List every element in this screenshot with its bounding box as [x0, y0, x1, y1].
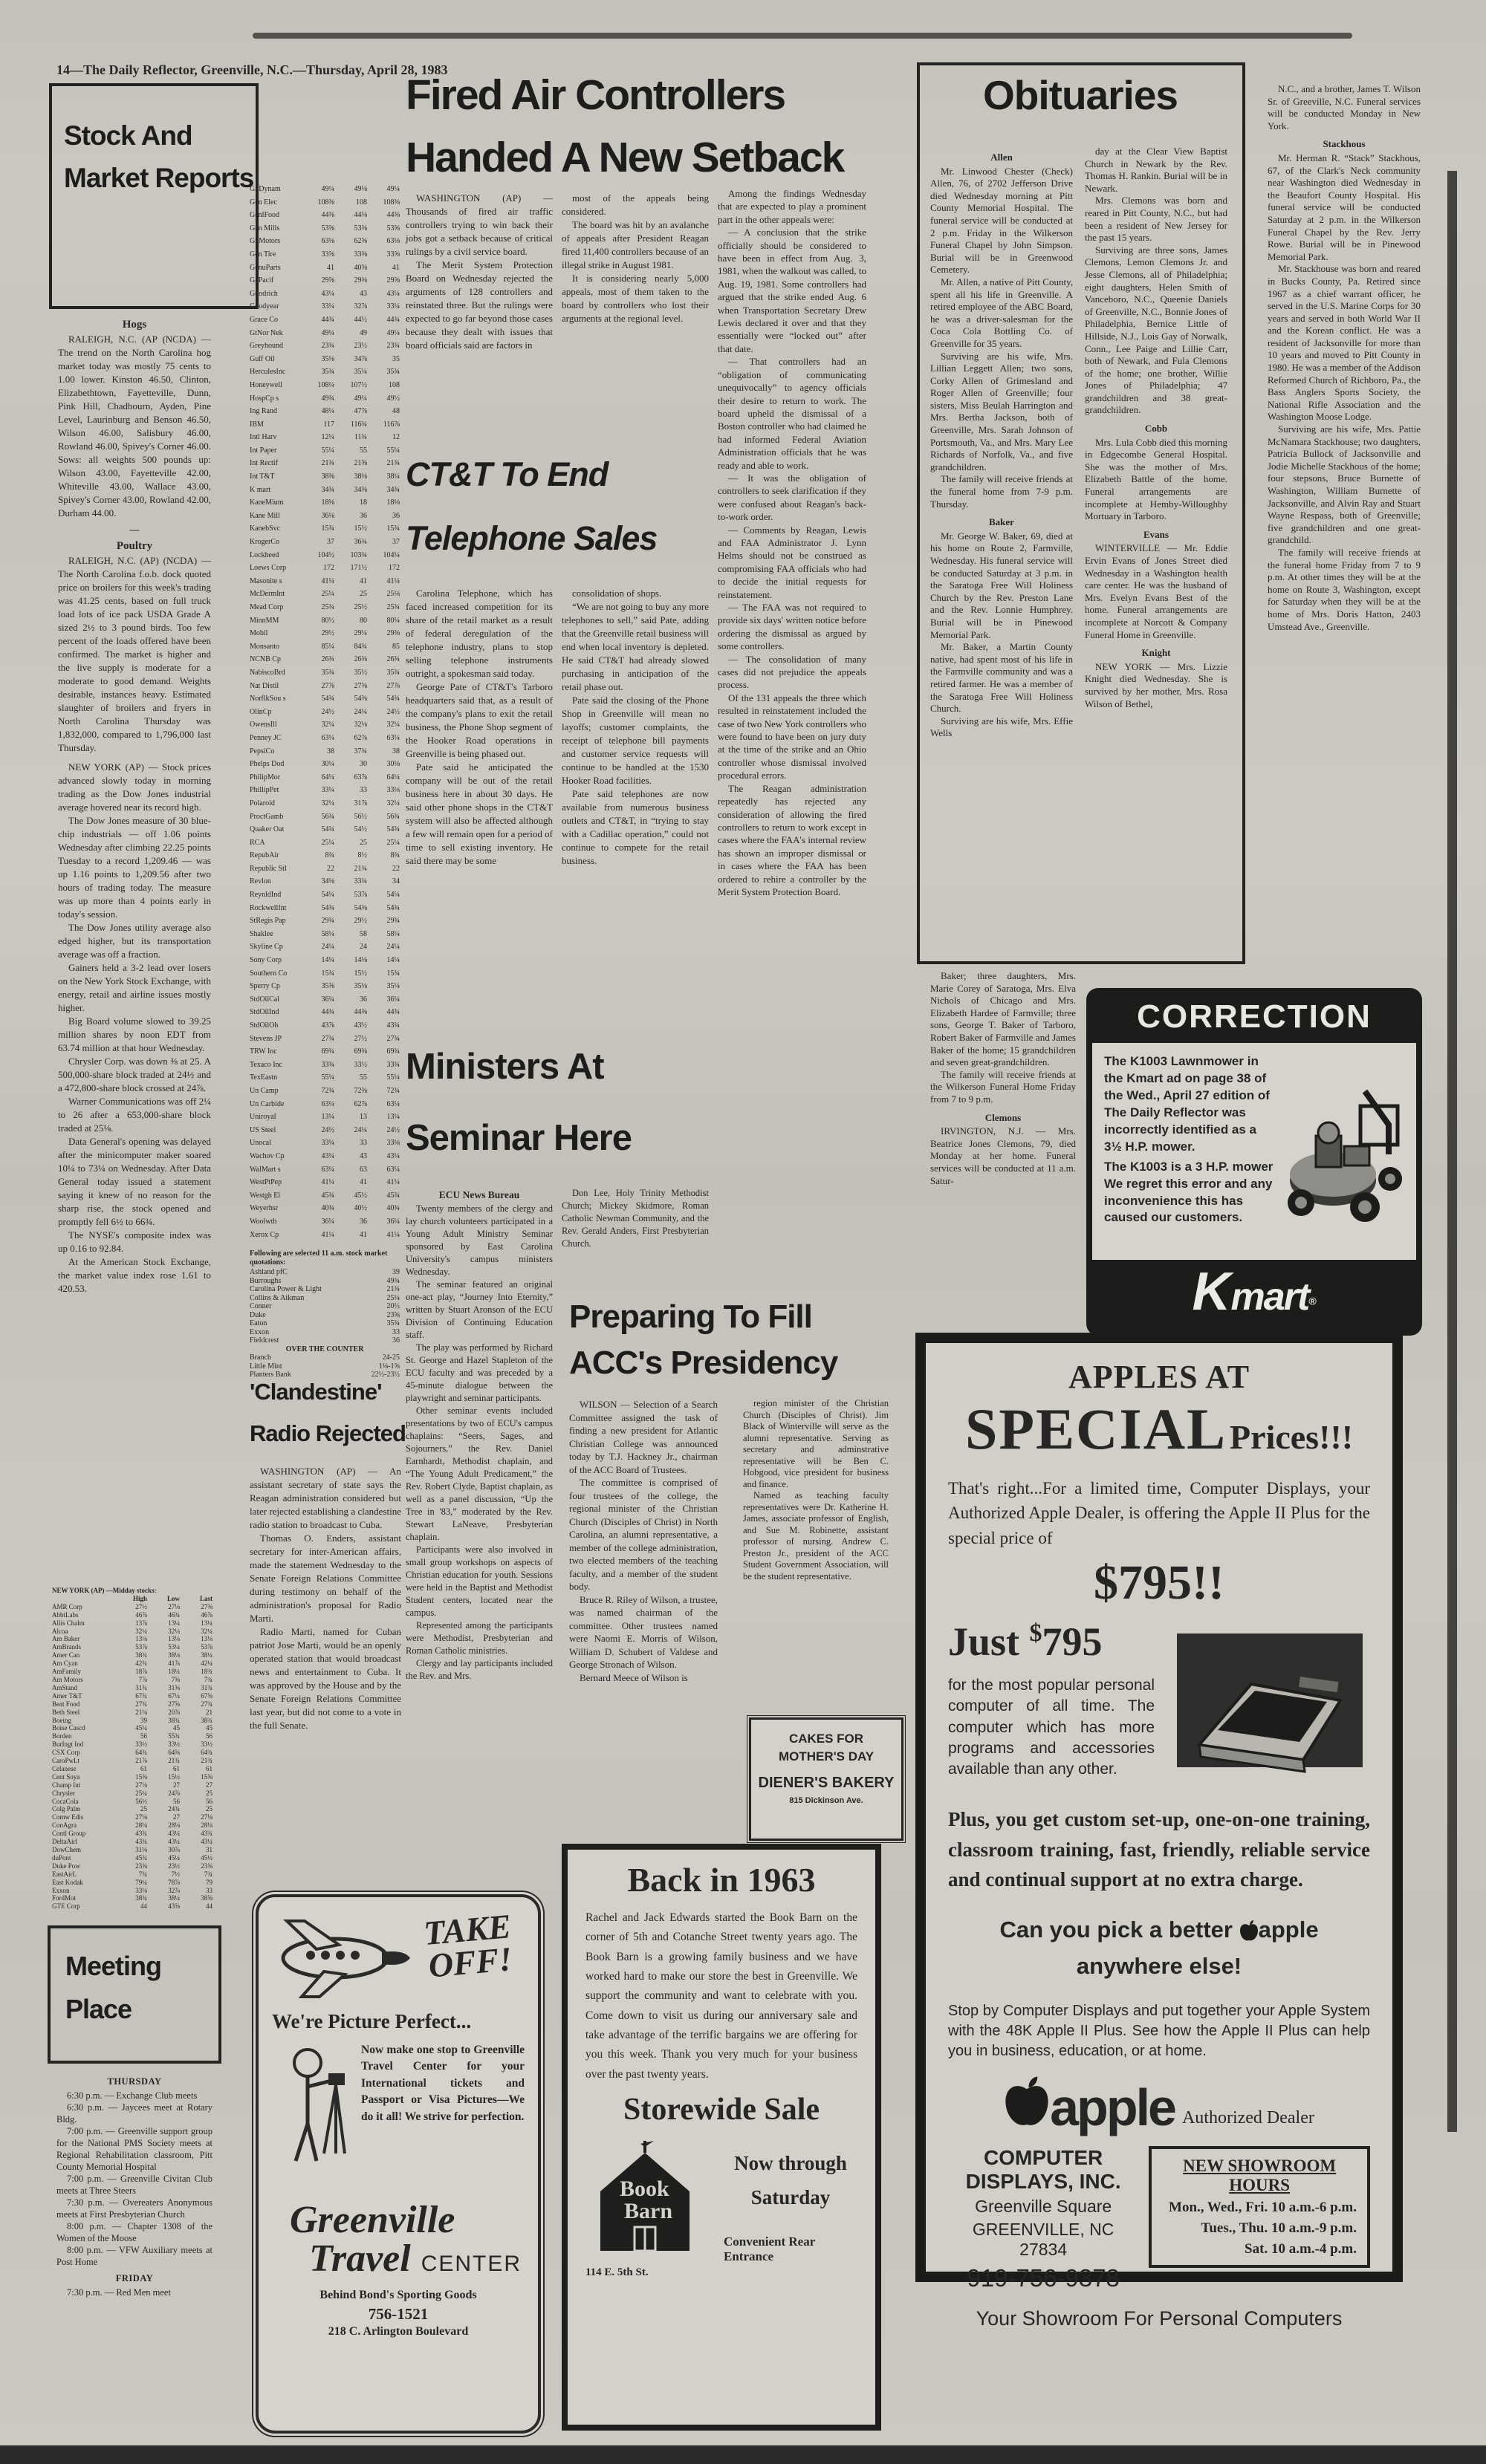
otc-rows: Branch 24-25 Little Mint 1⅛-1⅝ Planters Bank 22½-23½	[250, 1353, 400, 1379]
kmart-correction-text: The K1003 Lawnmower in the Kmart ad on page 38 of the Wed., April 27 edition of The Daily Reflector was incorrectly identified as a 3½ H.P. mower. The K1003 is a 3 H.P. mower We regret this error and any inconvenience this has caused our customers.	[1104, 1054, 1274, 1225]
apple-ad-h1: APPLES AT	[1068, 1359, 1250, 1395]
fired-controllers-headline: Fired Air Controllers Handed A New Setback	[406, 71, 844, 181]
kmart-correction-ad	[1086, 988, 1422, 1336]
fired-controllers-col1: WASHINGTON (AP) — Thousands of fired air traffic controllers trying to win back their jobs got a setback because of critical rulings by a civil service board. The Merit System Protection Board on Wednesday rejected the arguments of 128 controllers and reinstated three. But the rulings were expected to go far beyond those cases because they dealt with issues that board officials said are factors in	[406, 192, 553, 351]
travel-name-greenville: Greenville	[290, 2199, 455, 2241]
company-name: COMPUTER DISPLAYS, INC.	[965, 2145, 1121, 2193]
company-address2: GREENVILLE, NC 27834	[972, 2219, 1114, 2259]
apple-logo-word: apple	[1050, 2078, 1175, 2136]
apple-ad-special: SPECIAL	[964, 1397, 1227, 1461]
obituaries-col-b: day at the Clear View Baptist Church in Newark by the Rev. Thomas H. Rankin. Burial will be in Newark. Mrs. Clemons was born and reared in Pitt County, N.C., but had been a resident of New Jersey for the past 15 years. Surviving are three sons, James Clemons, Lemon Clemons Jr. and Jesse Clemons, all of Philadelphia; eight daughters, Helen Smith of Vanceboro, N.C., Queenie Daniels of Greenville, N.C., Bonnie Jones of Philadelphia, Bernice Little of Hillside, N.J., Lois Gay of Norwalk, Conn., Lee Paige and Lillie Carr, both of Newark, and Fula Clemons of the home; one brother, Willie Jones of Philadelphia; 47 grandchildren and 38 great-grandchildren. Cobb Mrs. Lula Cobb died this morning in Edgecombe General Hospital. She was the mother of Mrs. Elizabeth Battle of the home. Funeral arrangements are incomplete at Hemby-Willoughby Mortuary in Tarboro. Evans WINTERVILLE — Mr. Eddie Ervin Evans of Jones Street died Wednesday in a Washington health care center. He was the husband of Mrs. Evelyn Evans Best of the home. Funeral arrangements are incomplete at Norcott & Company Funeral Home in Greenville. Knight NEW YORK — Mrs. Lizzie Knight died Wednesday. She is survived by her mother, Mrs. Rosa Wilson of Bethel,	[1085, 146, 1227, 709]
hours-line1: Mon., Wed., Fri. 10 a.m.-6 p.m.	[1169, 2199, 1357, 2215]
otc-header: OVER THE COUNTER	[285, 1345, 364, 1353]
obituaries-col-a: Allen Mr. Linwood Chester (Check) Allen, 76, of 2702 Jefferson Drive died Wednesday morning at Pitt County Memorial Hospital. The funeral service will be conducted at 2 p.m. Friday in the Wilkerson Funeral Chapel by John Simpson. Burial will be in Greenwood Cemetery. Mr. Allen, a native of Pitt County, spent all his life in Greenville. A retired employee of the ABC Board, he was a driver-salesman for the Coca Cola Bottling Co. of Greenville for 35 years. Surviving are his wife, Mrs. Lillian Leggett Allen; two sons, Corky Allen of Grimesland and Roger Allen of Greenville; four sisters, Miss Beulah Harrington and Mrs. Bertha Jackson, both of Greenville, Mrs. Sarah Johnson of Portsmouth, Va., and Mrs. Mary Lee Richards of Norfolk, Va., and five grandchildren. The family will receive friends at the funeral home from 7-9 p.m. Thursday. Baker Mr. George W. Baker, 69, died at his home on Route 2, Farmville, Wednesday. His funeral service will be conducted Saturday at 3 p.m. in the Saratoga Free Will Holiness Church by the Rev. Preston Lane and the Rev. Lonnie Humphrey. Burial will be in Pinewood Memorial Park. Mr. Baker, a Martin County native, had spent most of his life in the Farmville community and was a retired farmer. He was a member of the Saratoga Free Will Holiness Church. Surviving are his wife, Mrs. Effie Wells	[930, 152, 1073, 739]
apple-ad-tagline: Your Showroom For Personal Computers	[976, 2307, 1343, 2330]
apple-ad-left-col	[948, 1619, 1155, 1790]
bakery-line2: MOTHER'S DAY	[778, 1749, 875, 1764]
meeting-place-listings: THURSDAY 6:30 p.m. — Exchange Club meets 6:30 p.m. — Jaycees meet at Rotary Bldg. 7:00 p.m. — Greenville support group for the National PMS Society meets at Regional Rehabilitation classroom, Pitt County Memorial Hospital 7:00 p.m. — Greenville Civitan Club meets at Three Steers 7:30 p.m. — Overeaters Anonymous meets at First Presbyterian Church 8:00 p.m. — Chapter 1308 of the Women of the Moose 8:00 p.m. — VFW Auxiliary meets at Post Home FRIDAY 7:30 p.m. — Red Men meet	[56, 2076, 212, 2298]
obituaries-col-right: N.C., and a brother, James T. Wilson Sr. of Greeville, N.C. Funeral services will be conducted Monday in New York. Stackhous Mr. Herman R. “Stack” Stackhous, 67, of the Clark's Neck community near Washington died Wednesday in the Beaufort County Hospital. His funeral service will be conducted Saturday at 2 p.m. in the Wilkerson Funeral Chapel by the Rev. Jerry Rowe. Burial will be in Pinewood Memorial Park. Mr. Stackhouse was born and reared in Bucks County, Pa. Retired since 1967 as a chief warrant officer, he served in the U.S. Marine Corps for 30 years and served in both World War II and the Korean conflict. He was a resident of Jacksonville for more than 10 years and moved to Pitt County in 1980. He was a member of the Addison Reformed Church of Richboro, Pa., the Bass Anglers Sports Society, the National Rifle Association and the Washington Moose Lodge. Surviving are his wife, Mrs. Pattie McNamara Stackhouse; two daughters, Patricia Bullock of Jacksonville and Jodie Michelle Stackhous of the home; four stepsons, Bruce Burnette of Washington, William Burnette of Jacksonville, and Alvin Ray and Stuart Wayne Respass, both of Greenville; five grandchildren and one great-grandchild. The family will receive friends at the funeral home Friday from 7 to 9 p.m. At other times they will be at the home on Route 3, Washington, except for Saturday when they will be at the home of Mrs. Doris Hatton, 2403 Umstead Ave., Greenville.	[1268, 83, 1421, 632]
hogs-heading: Hogs	[122, 319, 147, 331]
bookbarn-ad	[562, 1844, 881, 2431]
scan-artifact-rightbar	[1447, 171, 1457, 2132]
takeoff-headline: TAKE OFF!	[422, 1907, 514, 1985]
ministers-col1-text: Twenty members of the clergy and lay church volunteers participated in a Young Adult Ministry Seminar sponsored by East Carolina University's campus ministers Wednesday. The seminar featured an original one-act play, “Journey Into Eternity,” written by Stuart Aronson of the ECU Division of Continuing Education staff. The play was performed by Richard St. George and Hazel Stapleton of the ECU faculty and was preceded by a 45-minute dialogue between the playwright and seminar participants. Other seminar events included presentations by two of ECU's campus chaplains: “Seers, Sages, and Sojourners,” the Rev. Daniel Earnhardt, Methodist chaplain, and “The Young Adult Predicament,” the Rev. Robert Clyde, Baptist chaplain, as well as a panel discussion, “Up the Tree in '83,” moderated by the Rev. Stewart LaNeave, Presbyterian chaplain. Participants were also involved in small group workshops on aspects of Christian education for youth. Sessions were held in the Baptist and Methodist Student centers, located near the campus. Represented among the participants were Methodist, Presbyterian and Roman Catholic ministries. Clergy and lay participants included the Rev. and Mrs.	[406, 1203, 553, 1681]
ministers-col2: Don Lee, Holy Trinity Methodist Church; Mickey Skidmore, Roman Catholic Newman Community, and the Rev. Gerald Anders, First Presbyterian Church.	[562, 1188, 709, 1249]
ministers-byline: ECU News Bureau	[438, 1189, 520, 1200]
apple-logo-icon-large	[1004, 2075, 1050, 2128]
company-address1: Greenville Square	[975, 2196, 1112, 2216]
travel-address: 218 C. Arlington Boulevard	[328, 2325, 469, 2338]
kmart-logo: Kmart®	[1092, 1260, 1416, 1330]
selected-quotes-block	[250, 1249, 400, 1379]
apple-ad-stop: Stop by Computer Displays and put together your Apple System with the 48K Apple II Plus. See how the Apple II Plus can help you in business, education, or at home.	[948, 2002, 1370, 2059]
travel-name-travel: Travel	[309, 2237, 411, 2280]
ctt-col2: consolidation of shops. “We are not going to buy any more telephones to sell,” said Pate, adding that the Greenville retail business will end when local inventory is depleted. He said CT&T had already slowed purchasing in anticipation of the retail phase out. Pate said the closing of the Phone Shop in Greenville will mean no layoffs; customer complaints, the receipt of telephone bill payments and customer service requests will continue to be handled at the 1530 Hooker Road facilities. Pate said telephones are now available from numerous business outlets and CT&T, in “trying to stay with a Cadillac operation,” could not continue to compete for the retail business.	[562, 588, 709, 866]
fired-controllers-col2: most of the appeals being considered. The board was hit by an avalanche of appeals after President Reagan fired 11,400 controllers because of an illegal strike in August 1981. It is considering nearly 5,000 appeals, most of them taken to the board by controllers who lost their arguments at the regional level.	[562, 192, 709, 324]
obituaries-col-a-continued: Baker; three daughters, Mrs. Marie Corey of Saratoga, Mrs. Elva Nichols of Chicago and Mrs. Elizabeth Hardee of Farmville; three sons, George T. Baker of Tarboro, Robert Baker of Farmville and James Baker of the home; 15 grandchildren and seven great-grandchildren. The family will receive friends at the Wilkerson Funeral Home Friday from 7 to 9 p.m. Clemons IRVINGTON, N.J. — Mrs. Beatrice Jones Clemons, 79, died Monday at her home. Funeral services will be conducted at 11 a.m. Satur-	[930, 970, 1076, 1186]
apple-ad-plus: Plus, you get custom set-up, one-on-one training, classroom training, fast, friendly, reliable service and continual support at no extra charge.	[948, 1808, 1370, 1891]
poultry-text: RALEIGH, N.C. (AP) (NCDA) — The North Carolina f.o.b. dock quoted price on broilers for this week's trading was 41.25 cents, based on full truck load lots of ice pack USDA Grade A sized 2½ to 3 pound birds. Too few percent of the loads offered have been confirmed. The market is higher and the live supply is moderate for a moderate to good demand. Weights desirable, instances heavy. Estimated slaughter of broilers and fryers in North Carolina Thursday was 1,832,000, compared to 1,796,000 last Thursday.	[58, 555, 211, 753]
company-phone: 919-756-9378	[967, 2263, 1120, 2292]
stock-report-title: Stock And Market Reports	[64, 120, 254, 194]
midday-stocks-header: NEW YORK (AP) —Midday stocks:	[52, 1587, 157, 1594]
svg-text:Barn: Barn	[624, 2199, 673, 2224]
market-report-column	[58, 316, 211, 1584]
svg-text:Book: Book	[620, 2177, 669, 2202]
poultry-heading: Poultry	[116, 540, 153, 552]
airplane-icon	[272, 1906, 413, 2003]
section-divider: —	[129, 524, 140, 535]
apple-ad-h2	[948, 1396, 1370, 1463]
acc-col2: region minister of the Christian Church (Disciples of Christ). Jim Black of Winterville will serve as the alumni representative. Serving as secretary and adminstrative representative will be Ben C. Hobgood, vice president for business and finance. Named as teaching faculty representatives were Dr. Katherine H. James, associate professor of English, and Sue M. Robinette, assistant professor of nursing. Andrew C. Preston Jr., president of the ACC Student Government Association, will be the student representative.	[743, 1398, 889, 1582]
travel-phone: 756-1521	[368, 2305, 429, 2323]
hours-line3: Sat. 10 a.m.-4 p.m.	[1245, 2240, 1357, 2257]
apple-ad-desc: for the most popular personal computer of all time. The computer which has more programs and accessories available than any other.	[948, 1677, 1155, 1778]
ministers-col1	[406, 1187, 553, 1879]
hogs-text: RALEIGH, N.C. (AP (NCDA) — The trend on the North Carolina hog market today was mostly 75 cents to 1.00 lower. Kinston 46.50, Clinton, Elizabethtown, Fayetteville, Dunn, Pink Hill, Chadbourn, Ayden, Pine Level, Laurinburg and Benson 46.50, Wilson 46.00, Salisbury 46.00, Rowland 46.00, Spivey's Corner 46.00. Sows: all weights 500 pounds up: Wilson 43.00, Fayetteville 42.00, Whiteville 43.00, Wallace 43.00, Spivey's Corner 43.00, Rowland 42.00, Durham 44.00.	[58, 334, 211, 519]
apple-logo-icon	[1239, 1919, 1259, 1942]
acc-headline: Preparing To Fill ACC's Presidency	[569, 1298, 838, 1381]
fired-controllers-col3: Among the findings Wednesday that are expected to play a prominent part in the other appeals were: — A conclusion that the strike officially should be considered to have been in effect from Aug. 3, 1981, when the walkout was called, to Aug. 19, 1981. Some controllers had argued that the strike ended Aug. 6 when Transportation Secretary Drew Lewis declared it over and that they essentially were “locked out” after that date. — That controllers had an “obligation of communicating unequivocally” to agency officials their desire to return to work. The board upheld the dismissal of a Boston controller who had claimed he had informed Federal Aviation Administration officials that he was ready and able to work. — It was the obligation of controllers to seek clarification if they were confused about Reagan's back-to-work order. — Comments by Reagan, Lewis and FAA Administrator J. Lynn Helms should not be construed as compromising FAA officials who had to decide the initial requests for reinstatement. — The FAA was not required to provide six days' written notice before ordering the dismissal as argued by some controllers. — The consolidation of many cases did not prejudice the appeals process. Of the 131 appeals the three which resulted in reinstatement included the case of two New York controllers who were found to have been on jury duty at the time of the strike and an Ohio controller whose dismissal involved procedural errors. The Reagan administration repeatedly has rejected any consideration of allowing the fired controllers to return to work except in cases where the FAA's internal review has shown an improper dismissal or in cases where the FAA has been ordered to rehire a controller by the Merit System Protection Board.	[718, 188, 866, 897]
bookbarn-body: Rachel and Jack Edwards started the Book Barn on the corner of 5th and Cotanche Street twenty years ago. The Book Barn is a growing family business and we have worked hard to make our store the best in Greenville. We support the community and want to celebrate with you. Come down to visit us during our anniversary sale and take advantage of the terrific bargains we are offering for you this week. Thank you very much for your business over the past twenty years.	[585, 1911, 857, 2081]
apple-ii-computer-icon	[1155, 1619, 1370, 1790]
lawnmower-icon	[1277, 1084, 1404, 1225]
kmart-correction-header: CORRECTION	[1092, 994, 1416, 1043]
hours-line2: Tues., Thu. 10 a.m.-9 p.m.	[1201, 2220, 1357, 2236]
apple-ad-pick-line: Can you pick a better apple anywhere else!	[999, 1916, 1319, 1980]
scan-artifact-topline	[253, 33, 1352, 39]
page-header: 14—The Daily Reflector, Greenville, N.C.—Thursday, April 28, 1983	[56, 62, 448, 77]
travel-name-center: CENTER	[421, 2252, 522, 2276]
computer-displays-block	[948, 2146, 1138, 2292]
ctt-headline: CT&T To End Telephone Sales	[406, 455, 658, 557]
selected-quotes-header: Following are selected 11 a.m. stock market quotations:	[250, 1249, 388, 1267]
apple-ad-intro: That's right...For a limited time, Computer Displays, your Authorized Apple Dealer, is offering the Apple II Plus for the special price of	[948, 1479, 1370, 1547]
lawnmower-illustration	[1274, 1053, 1407, 1255]
travel-body-text: Now make one stop to Greenville Travel Center for your International tickets and Passport or Visa Pictures—We do it all! We strive for perfection.	[361, 2044, 525, 2123]
apple-ad	[915, 1333, 1403, 2330]
clandestine-headline: 'Clandestine' Radio Rejected	[250, 1379, 406, 1446]
travel-tagline: We're Picture Perfect...	[272, 2010, 472, 2032]
obituaries-title: Obituaries	[982, 72, 1178, 118]
apple-ad-price: $795!!	[1094, 1556, 1224, 1610]
apple-ad-just-price: Just $795	[948, 1619, 1103, 1665]
stock-report-box	[49, 83, 259, 309]
authorized-dealer-label: Authorized Dealer	[1181, 2107, 1314, 2127]
bakery-name: DIENER'S BAKERY	[758, 1774, 895, 1791]
meeting-place-title: Meeting Place	[65, 1951, 162, 2024]
showroom-hours-box	[1149, 2146, 1370, 2268]
listed-stocks-table: GnDynam 49¼ 49⅛ 49¼ Gen Elec 108⅜ 108 108⅜ GenlFood 44⅜ 44⅛ 44⅜ Gen Mills 53⅝ 53⅜ 53⅝ GnMotors 63⅛ 62⅝ 63⅛ Gen Tire 33⅝ 33⅜ 33⅝ GenuParts 41 40⅝ 41 GaPacif 29⅝ 29⅜ 29⅝ Goodrich 43¼ 43 43¼ Goodyear 33¼ 32⅞ 33¼ Grace Co 44¾ 44½ 44¾ GtNor Nek 49¼ 49 49¼ Greyhound 23¾ 23½ 23¾ Gulf Oil 35⅛ 34⅞ 35 HerculesInc 35¾ 35¼ 35¾ Honeywell 108¼ 107½ 108 HospCp s 49¾ 49¼ 49½ Ing Rand 48¼ 47⅞ 48 IBM 117 116¾ 116⅞ Intl Harv 12¼ 11¾ 12 Int Paper 55¼ 55 55¼ Int Rectif 21¾ 21⅝ 21¾ Int T&T 38⅜ 38⅛ 38¼ K mart 34¾ 34⅜ 34¾ KaneMium 18⅛ 18 18⅛ Kane Mill 36⅛ 36 36 KanebSvc 15¾ 15½ 15¾ KrogerCo 37 36¾ 37 Lockheed 104½ 103¾ 104¼ Loews Corp 172 171½ 172 Masonite s 41¼ 41 41¼ McDermInt 25¼ 25 25⅛ Mead Corp 25¾ 25½ 25¾ MinnMM 80½ 80 80¼ Mobil 29½ 29¼ 29⅜ Monsanto 85¼ 84¾ 85 NCNB Cp 26¾ 26⅜ 26¾ NabiscoBrd 35¾ 35½ 35¾ Nat Distil 27⅞ 27⅝ 27⅞ NorflkSou s 54¾ 54⅜ 54¾ OlinCp 24½ 24¼ 24½ OwensIll 32¼ 32⅛ 32¼ Penney JC 63¼ 62⅞ 63¼ PepsiCo 38 37¾ 38 Phelps Dod 30¼ 30 30⅛ PhilipMor 64¼ 63⅞ 64¼ PhillipPet 33¼ 33 33⅛ Polaroid 32¼ 31⅞ 32¼ ProctGamb 56¾ 56½ 56¾ Quaker Oat 54¾ 54½ 54¾ RCA 25¼ 25 25¼ RepubAir 8¾ 8½ 8¾ Republic Stl 22 21¾ 22 Revlon 34⅛ 33¾ 34 ReynldInd 54¼ 53⅞ 54¼ RockwellInt 54¾ 54⅜ 54¾ StRegis Pap 29¾ 29½ 29¾ Shaklee 58¼ 58 58¼ Skyline Cp 24¼ 24 24¼ Sony Corp 14¼ 14⅛ 14¼ Southern Co 15¾ 15½ 15¾ Sperry Cp 35⅜ 35⅛ 35¼ StdOilCal 36¼ 36 36¼ StdOilInd 44¾ 44⅜ 44¾ StdOilOh 43⅞ 43½ 43¾ Stevens JP 27¾ 27½ 27¾ TRW Inc 69¾ 69⅜ 69¾ Texaco Inc 33¾ 33½ 33¾ TexEastn 55¼ 55 55¼ Un Camp 72¾ 72⅜ 72¾ Un Carbide 63¼ 62⅞ 63¼ Uniroyal 13¼ 13 13¼ US Steel 24½ 24¼ 24½ Unocal 33¼ 33 33⅛ Wachov Cp 43¼ 43 43¼ WalMart s 63¼ 63 63¼ WestPtPep 41¼ 41 41¼ Westgh El 45¾ 45½ 45¾ Weyerhsr 40¾ 40½ 40¾ Woolwth 36¼ 36 36¼ Xerox Cp 41¼ 41 41¼	[250, 185, 400, 1239]
bookbarn-address: 114 E. 5th St.	[585, 2266, 649, 2279]
bakery-address: 815 Dickinson Ave.	[789, 1795, 863, 1805]
bookbarn-logo	[585, 2139, 704, 2279]
bakery-line1: CAKES FOR	[788, 1732, 864, 1746]
bookbarn-title: Back in 1963	[627, 1861, 816, 1899]
apple-ii-illustration	[1155, 1619, 1370, 1790]
clandestine-body: WASHINGTON (AP) — An assistant secretary of state says the Reagan administration considered but later rejected establishing a clandestine radio station to broadcast to Cuba. Thomas O. Enders, assistant secretary for inter-American affairs, made the statement Wednesday to the Senate Foreign Relations Committee during testimony on behalf of the administration's proposal for Radio Marti. Radio Marti, named for Cuban patriot Jose Marti, would be an openly operated station that would broadcast news and entertainment to Cuba. It was approved by the House and by the Senate Foreign Relations Committee last year, but did not come to a vote in the full Senate.	[250, 1466, 401, 1731]
bakery-ad	[749, 1717, 903, 1841]
apple-ad-prices: Prices!!!	[1230, 1418, 1354, 1456]
bookbarn-rear-entrance: Convenient Rear Entrance	[724, 2234, 815, 2263]
midday-stocks-rows: AMR Corp 27½ 27⅛ 27⅜ AbbtLabs 46⅞ 46¾ 46⅞ Allis Chalm 13⅞ 13¼ 13¼ Alcoa 32¼ 32⅛ 32¼ Am Baker 13⅛ 13⅛ 13⅛ AmBrands 53⅞ 53¼ 53⅞ Amer Can 38¾ 38⅛ 38¼ Am Cyan 42¾ 41⅞ 42¼ AmFamily 18⅞ 18¼ 18¾ Am Motors 7⅞ 7⅝ 7¾ AmStand 31¾ 31⅝ 31¾ Amer T&T 67¾ 67¼ 67⅝ Beat Food 27¾ 27⅝ 27¾ Beth Steel 21⅛ 20⅞ 21 Boeing 39 38¾ 38¾ Boise Cascd 45¼ 45 45 Borden 56 55¾ 56 BurIngt Ind 33½ 33½ 33½ CSX Corp 64¾ 64⅝ 64¾ CaroPwLt 21⅞ 21¾ 21¾ Celanese 61 61 61 Cent Soya 15⅝ 15½ 15⅝ Champ Int 27⅛ 27 27 Chrysler 25¼ 24⅞ 25 CocaCola 56½ 56 56 Colg Palm 25 24¾ 25 Comw Edis 27⅛ 27 27⅛ ConAgra 28⅛ 28⅛ 28⅛ Contl Group 43¾ 43¼ 43¾ DeltaAirl 43¾ 43¼ 43¼ DowChem 31⅛ 30⅞ 31 duPont 45¾ 45¼ 45½ Duke Pow 23⅝ 23½ 23⅝ EastAirL 7¾ 7½ 7¾ East Kodak 79¼ 78⅞ 79 Exxon 33⅛ 32⅞ 33 FordMot 38¾ 38¼ 38⅝ GTE Corp 44 43⅝ 44	[52, 1602, 212, 1911]
ctt-col1: Carolina Telephone, which has faced increased competition for its share of the retail market as a result of federal deregulation of the telephone industry, plans to stop selling telephone instruments outright, a spokesman said today. George Pate of CT&T's Tarboro headquarters said that, as a result of the company's plans to exit the retail business, the Phone Shop segment of the Hooker Road operations in Greenville is being phased out. Pate said he anticipated the company will be out of the retail business here in about 30 days. He said other phone shops in the CT&T system will also be affected although a few will remain open for a period of time to sell existing inventory. He said there may be some	[406, 588, 553, 866]
bookbarn-now-through: Now through Saturday	[734, 2152, 847, 2208]
acc-col1: WILSON — Selection of a Search Committee assigned the task of finding a new president for Atlantic Christian College was announced today by T.J. Hackney Jr., chairman of the ACC Board of Trustees. The committee is comprised of four trustees of the college, the regional minister of the Christian Church (Disciples of Christ) in North Carolina, an alumni representative, a member of the college administration, two elected members of the teaching faculty, and a member of the student body. Bruce R. Riley of Wilson, a trustee, was named chairman of the committee. Other trustees named were Naomi E. Morris of Wilson, William D. Schubert of Valdese and George Stronach of Wilson. Bernard Meece of Wilson is	[569, 1399, 718, 1683]
meeting-place-box	[48, 1925, 221, 2064]
travel-center-ad	[256, 1894, 541, 2434]
hours-title: NEW SHOWROOM HOURS	[1183, 2156, 1337, 2194]
nyse-report-text: NEW YORK (AP) — Stock prices advanced slowly today in morning trading as the Dow Jones industrial average hovered near its record high. The Dow Jones measure of 30 blue-chip industrials — off 1.06 points Wednesday after climbing 22.25 points Tuesday to a record 1,209.46 — was up 1.16 points to 1,209.56 after two hours of trading today. The measure was up more than 4 points early in today's session. The Dow Jones utility average also edged higher, but its transportation average was off a fraction. Gainers held a 3-2 lead over losers on the New York Stock Exchange, with energy, retail and airline issues mostly higher. Big Board volume slowed to 39.25 million shares by noon EDT from 63.74 million at that hour Wednesday. Chrysler Corp. was down ⅜ at 25. A 500,000-share block traded at 24½ and a 472,800-share block crossed at 24⅞. Warner Communications was off 2¼ to 26 after a 653,000-share block traded at 25⅛. Data General's opening was delayed after the minicomputer maker soared 10¼ to 73¼ on Wednesday. After Data General today issued a statement saying it knew of no reason for the sharp rise, the stock opened and promptly fell 6½ to 66¾. The NYSE's composite index was up 0.16 to 92.84. At the American Stock Exchange, the market value index rose 1.61 to 420.53.	[58, 761, 211, 1294]
midday-stocks-colheads: High Low Last	[132, 1594, 212, 1602]
bookbarn-sale: Storewide Sale	[623, 2093, 820, 2127]
ministers-headline: Ministers At Seminar Here	[406, 1047, 632, 1158]
scan-artifact-bottombar	[0, 2445, 1486, 2464]
barn-icon	[585, 2139, 704, 2258]
photographer-icon	[272, 2042, 354, 2191]
selected-quotes-rows: Ashland pfC 39 Burroughs 49¾ Carolina Power & Light 21¾ Collins & Aikman 25¼ Conner 20½ Duke 23⅝ Eaton 35¾ Exxon 33 Fieldcrest 36	[250, 1268, 400, 1345]
travel-behind: Behind Bond's Sporting Goods	[319, 2289, 477, 2301]
midday-stocks-table	[52, 1587, 212, 1922]
apple-dealer-logo	[948, 2075, 1370, 2136]
